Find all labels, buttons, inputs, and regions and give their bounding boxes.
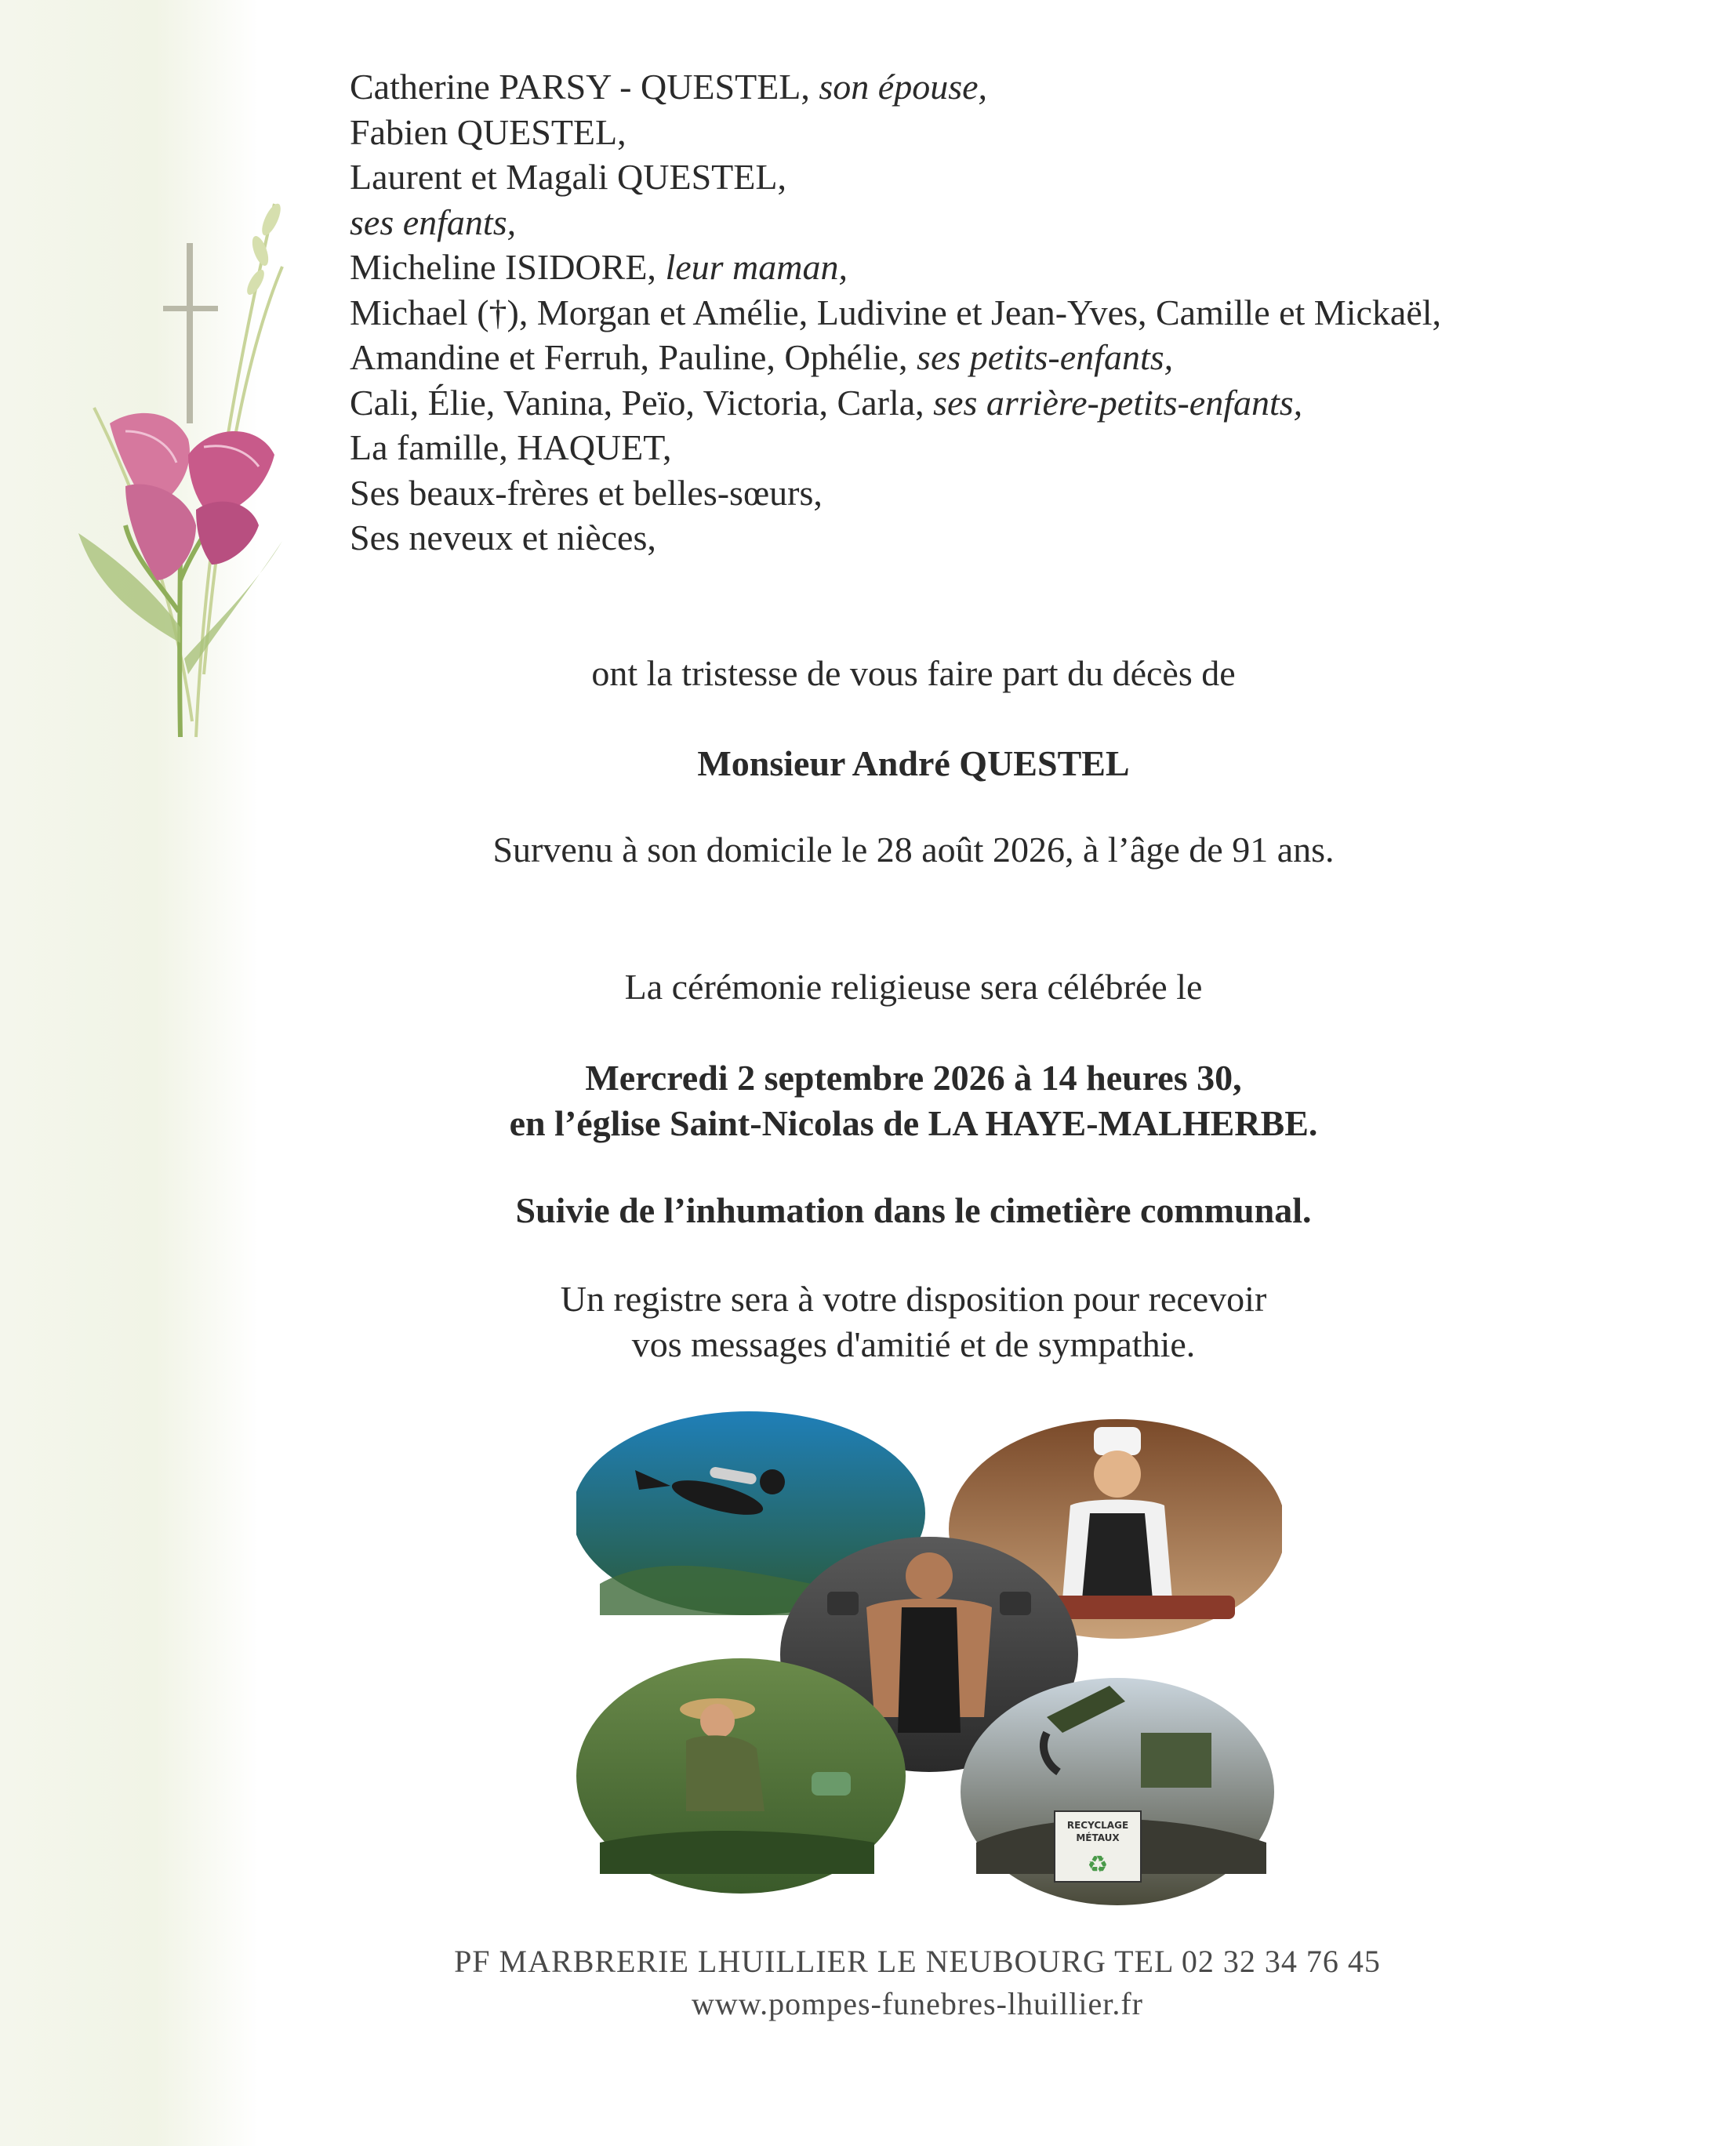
family-line-children-label	[350, 200, 1683, 245]
recycle-icon: ♻	[1087, 1851, 1109, 1879]
family-line-spouse: Catherine PARSY - QUESTEL, son épouse,	[350, 67, 988, 107]
family-line-haquet	[350, 425, 1683, 470]
register-line-2: vos messages d'amitié et de sympathie.	[631, 1324, 1196, 1364]
photo-gardener	[576, 1658, 906, 1894]
family-name: Michael (†), Morgan et Amélie, Ludivine et Jean-Yves, Camille et Mickaël,	[350, 292, 1442, 332]
photo-collage	[576, 1403, 1282, 1913]
family-name: La famille, HAQUET,	[350, 427, 672, 467]
family-name: Fabien QUESTEL,	[350, 111, 626, 152]
wheat-heads	[244, 202, 285, 297]
recycling-sign	[1055, 1811, 1141, 1882]
family-line-grandchildren-2	[350, 335, 1683, 380]
family-name: Amandine et Ferruh, Pauline, Ophélie,	[350, 337, 908, 377]
death-info: Survenu à son domicile le 28 août 2026, à l’âge de 91 ans.	[492, 830, 1335, 870]
register-line-1: Un registre sera à votre disposition pour recevoir	[560, 1279, 1267, 1319]
announcement-intro: ont la tristesse de vous faire part du décès de	[591, 653, 1236, 693]
family-role: ses enfants,	[350, 202, 517, 242]
family-role: leur maman,	[665, 247, 848, 287]
family-role: ses arrière-petits-enfants,	[933, 382, 1303, 423]
family-line-son	[350, 110, 1683, 155]
family-line-mother	[350, 245, 1683, 290]
family-name: Cali, Élie, Vanina, Peïo, Victoria, Carla,	[350, 382, 924, 423]
family-role: son épouse,	[819, 67, 988, 107]
family-line-nephews	[350, 515, 1683, 561]
ceremony-date: Mercredi 2 septembre 2026 à 14 heures 30,	[585, 1058, 1242, 1098]
family-line-in-laws	[350, 470, 1683, 516]
family-line-great-grandchildren	[350, 380, 1683, 426]
cross-icon	[163, 243, 218, 423]
family-role: ses petits-enfants,	[917, 337, 1174, 377]
family-name: Ses beaux-frères et belles-sœurs,	[350, 472, 823, 513]
deceased-name: Monsieur André QUESTEL	[697, 743, 1130, 783]
recycling-sign-line-1: RECYCLAGE	[1066, 1820, 1129, 1831]
family-name: Ses neveux et nièces,	[350, 517, 656, 557]
photo-metal-recycling	[961, 1678, 1274, 1905]
family-name: Laurent et Magali QUESTEL,	[350, 157, 786, 197]
footer-company: PF MARBRERIE LHUILLIER LE NEUBOURG TEL 02 32 34 76 45	[454, 1944, 1381, 1979]
family-line-grandchildren-1	[350, 290, 1683, 336]
family-name: Micheline ISIDORE,	[350, 247, 656, 287]
cross-and-lily-decoration	[78, 172, 329, 753]
footer-website: www.pompes-funebres-lhuillier.fr	[692, 1986, 1143, 2021]
ceremony-place: en l’église Saint-Nicolas de LA HAYE-MALHERBE.	[509, 1103, 1318, 1143]
family-line-son-couple	[350, 154, 1683, 200]
family-list	[350, 64, 1683, 561]
burial-info: Suivie de l’inhumation dans le cimetière communal.	[515, 1190, 1312, 1230]
family-name: Catherine PARSY - QUESTEL	[350, 67, 801, 107]
recycling-sign-line-2: MÉTAUX	[1076, 1832, 1120, 1843]
ceremony-intro: La cérémonie religieuse sera célébrée le	[624, 967, 1203, 1007]
